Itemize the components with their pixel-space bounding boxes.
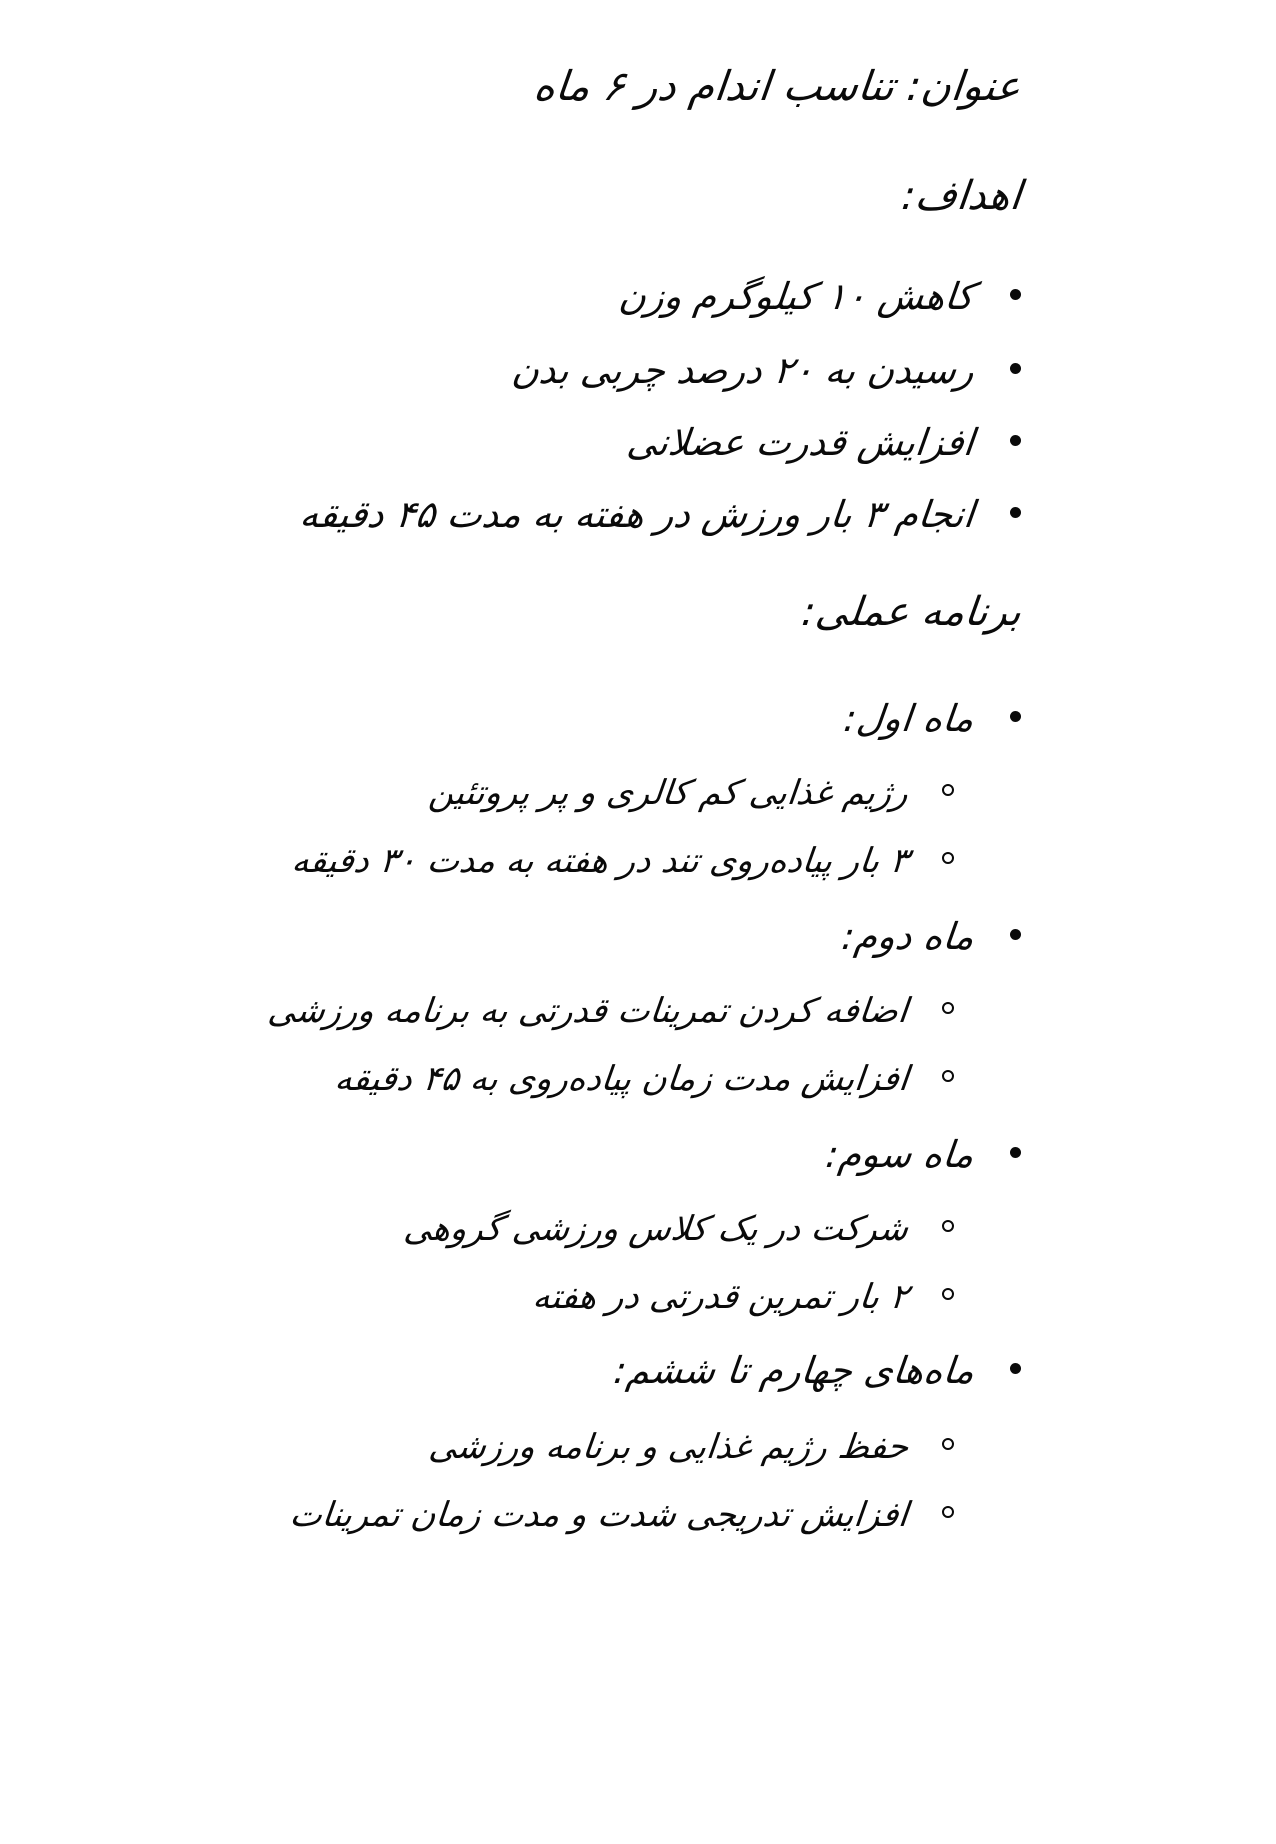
list-item bbox=[289, 840, 954, 883]
month-label: ماه اول: bbox=[842, 697, 977, 740]
sub-bullet-circle-icon bbox=[942, 852, 954, 864]
month-task-text: اضافه کردن تمرینات قدرتی به برنامه ورزشی bbox=[266, 991, 911, 1031]
month-label: ماه سوم: bbox=[824, 1133, 977, 1176]
goal-text: انجام ۳ بار ورزش در هفته به مدت ۴۵ دقیقه bbox=[297, 493, 977, 536]
list-item bbox=[624, 420, 1021, 466]
month-heading-row bbox=[844, 696, 1021, 742]
goal-text: کاهش ۱۰ کیلوگرم وزن bbox=[617, 275, 977, 318]
document-title: عنوان: تناسب اندام در ۶ ماه bbox=[532, 62, 1024, 110]
month-task-text: رژیم غذایی کم کالری و پر پروتئین bbox=[427, 773, 911, 813]
bullet-dot-icon bbox=[1010, 1363, 1021, 1374]
bullet-dot-icon bbox=[1010, 289, 1021, 300]
list-item bbox=[401, 1208, 954, 1251]
sub-bullet-circle-icon bbox=[942, 1002, 954, 1014]
list-item bbox=[297, 492, 1021, 538]
month-task-text: حفظ رژیم غذایی و برنامه ورزشی bbox=[426, 1427, 911, 1467]
bullet-dot-icon bbox=[1010, 435, 1021, 446]
bullet-dot-icon bbox=[1010, 929, 1021, 940]
month-label: ماه دوم: bbox=[839, 915, 977, 958]
sub-bullet-circle-icon bbox=[942, 1506, 954, 1518]
sub-bullet-circle-icon bbox=[942, 1288, 954, 1300]
sub-bullet-circle-icon bbox=[942, 1220, 954, 1232]
sub-bullet-circle-icon bbox=[942, 1070, 954, 1082]
sub-bullet-circle-icon bbox=[942, 1438, 954, 1450]
bullet-dot-icon bbox=[1010, 507, 1021, 518]
list-item bbox=[530, 1276, 954, 1319]
month-task-text: افزایش تدریجی شدت و مدت زمان تمرینات bbox=[288, 1495, 911, 1535]
list-item bbox=[509, 348, 1021, 394]
list-item bbox=[290, 1494, 954, 1537]
month-task-text: شرکت در یک کلاس ورزشی گروهی bbox=[401, 1209, 911, 1249]
list-item bbox=[619, 274, 1021, 320]
section-heading-action-plan: برنامه عملی: bbox=[799, 589, 1024, 635]
month-task-text: ۳ بار پیاده‌روی تند در هفته به مدت ۳۰ دقیقه bbox=[289, 841, 911, 881]
month-heading-row bbox=[826, 1132, 1021, 1178]
goal-text: رسیدن به ۲۰ درصد چربی بدن bbox=[509, 349, 977, 392]
bullet-dot-icon bbox=[1010, 1147, 1021, 1158]
list-item bbox=[268, 990, 954, 1033]
list-item bbox=[332, 1058, 954, 1101]
month-task-text: ۲ بار تمرین قدرتی در هفته bbox=[530, 1277, 911, 1317]
list-item bbox=[429, 772, 954, 815]
section-heading-goals: اهداف: bbox=[899, 173, 1024, 219]
month-task-text: افزایش مدت زمان پیاده‌روی به ۴۵ دقیقه bbox=[332, 1059, 911, 1099]
goal-text: افزایش قدرت عضلانی bbox=[624, 421, 977, 464]
month-label: ماه‌های چهارم تا ششم: bbox=[611, 1349, 977, 1392]
sub-bullet-circle-icon bbox=[942, 784, 954, 796]
bullet-dot-icon bbox=[1010, 711, 1021, 722]
list-item bbox=[426, 1426, 954, 1469]
month-heading-row bbox=[611, 1348, 1021, 1394]
month-heading-row bbox=[839, 914, 1021, 960]
bullet-dot-icon bbox=[1010, 363, 1021, 374]
